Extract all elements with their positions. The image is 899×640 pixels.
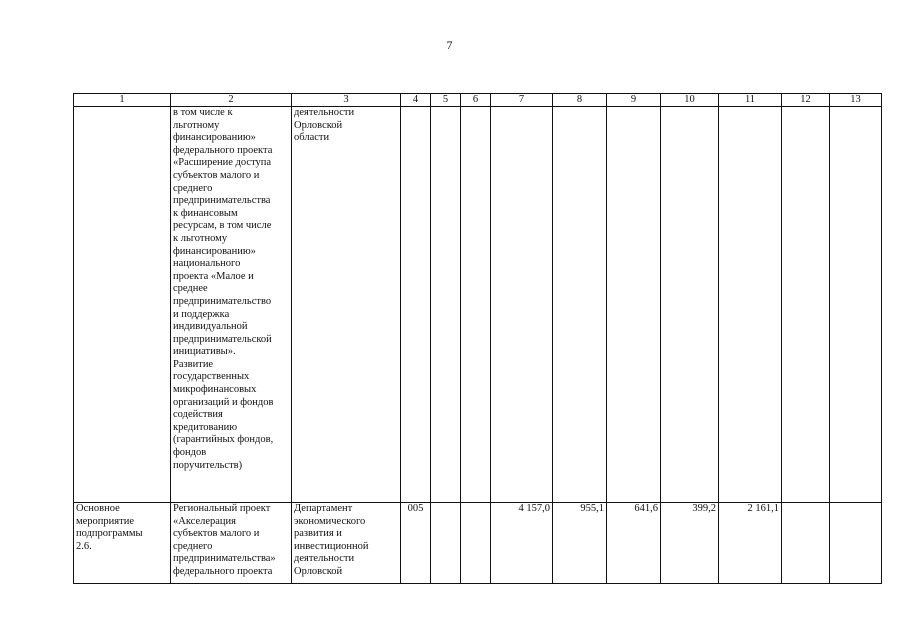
executor-cell: деятельности Орловской области (292, 107, 401, 503)
value-cell: 955,1 (553, 503, 607, 584)
value-cell: 399,2 (661, 503, 719, 584)
column-number-row (74, 94, 882, 107)
value-cell (491, 107, 553, 503)
column-header: 4 (401, 94, 431, 107)
page-number: 7 (446, 38, 453, 52)
column-header: 13 (830, 94, 882, 107)
code-cell: 005 (401, 503, 431, 584)
column-header: 10 (661, 94, 719, 107)
code-cell (461, 503, 491, 584)
project-description-cell: Региональный проект «Акселерация субъектов малого и среднего предпринимательства» федерального проекта (171, 503, 292, 584)
table-row (74, 107, 882, 503)
value-cell (661, 107, 719, 503)
column-header: 5 (431, 94, 461, 107)
column-header: 9 (607, 94, 661, 107)
column-header: 6 (461, 94, 491, 107)
value-cell (607, 107, 661, 503)
code-cell (461, 107, 491, 503)
column-header: 1 (74, 94, 171, 107)
value-cell (719, 107, 782, 503)
value-cell (782, 107, 830, 503)
column-header: 3 (292, 94, 401, 107)
table-row (74, 503, 882, 584)
value-cell: 641,6 (607, 503, 661, 584)
value-cell: 4 157,0 (491, 503, 553, 584)
column-header: 7 (491, 94, 553, 107)
column-header: 8 (553, 94, 607, 107)
value-cell (830, 503, 882, 584)
value-cell (782, 503, 830, 584)
activity-cell: Основное мероприятие подпрограммы 2.6. (74, 503, 171, 584)
executor-cell: Департамент экономического развития и инвестиционной деятельности Орловской (292, 503, 401, 584)
value-cell (553, 107, 607, 503)
value-cell: 2 161,1 (719, 503, 782, 584)
budget-table (73, 93, 882, 584)
code-cell (431, 107, 461, 503)
column-header: 2 (171, 94, 292, 107)
code-cell (401, 107, 431, 503)
activity-cell (74, 107, 171, 503)
value-cell (830, 107, 882, 503)
project-description-cell: в том числе к льготному финансированию» федерального проекта «Расширение доступа субъектов малого и среднего предпринимательства к финансовым ресурсам, в том числе к льготному финансированию» национального проекта «Малое и среднее предпринимательство и поддержка индивидуальной предпринимательской инициативы». Развитие государственных микрофинансовых организаций и фондов содействия кредитованию (гарантийных фондов, фондов поручительств) (171, 107, 292, 503)
column-header: 11 (719, 94, 782, 107)
code-cell (431, 503, 461, 584)
column-header: 12 (782, 94, 830, 107)
